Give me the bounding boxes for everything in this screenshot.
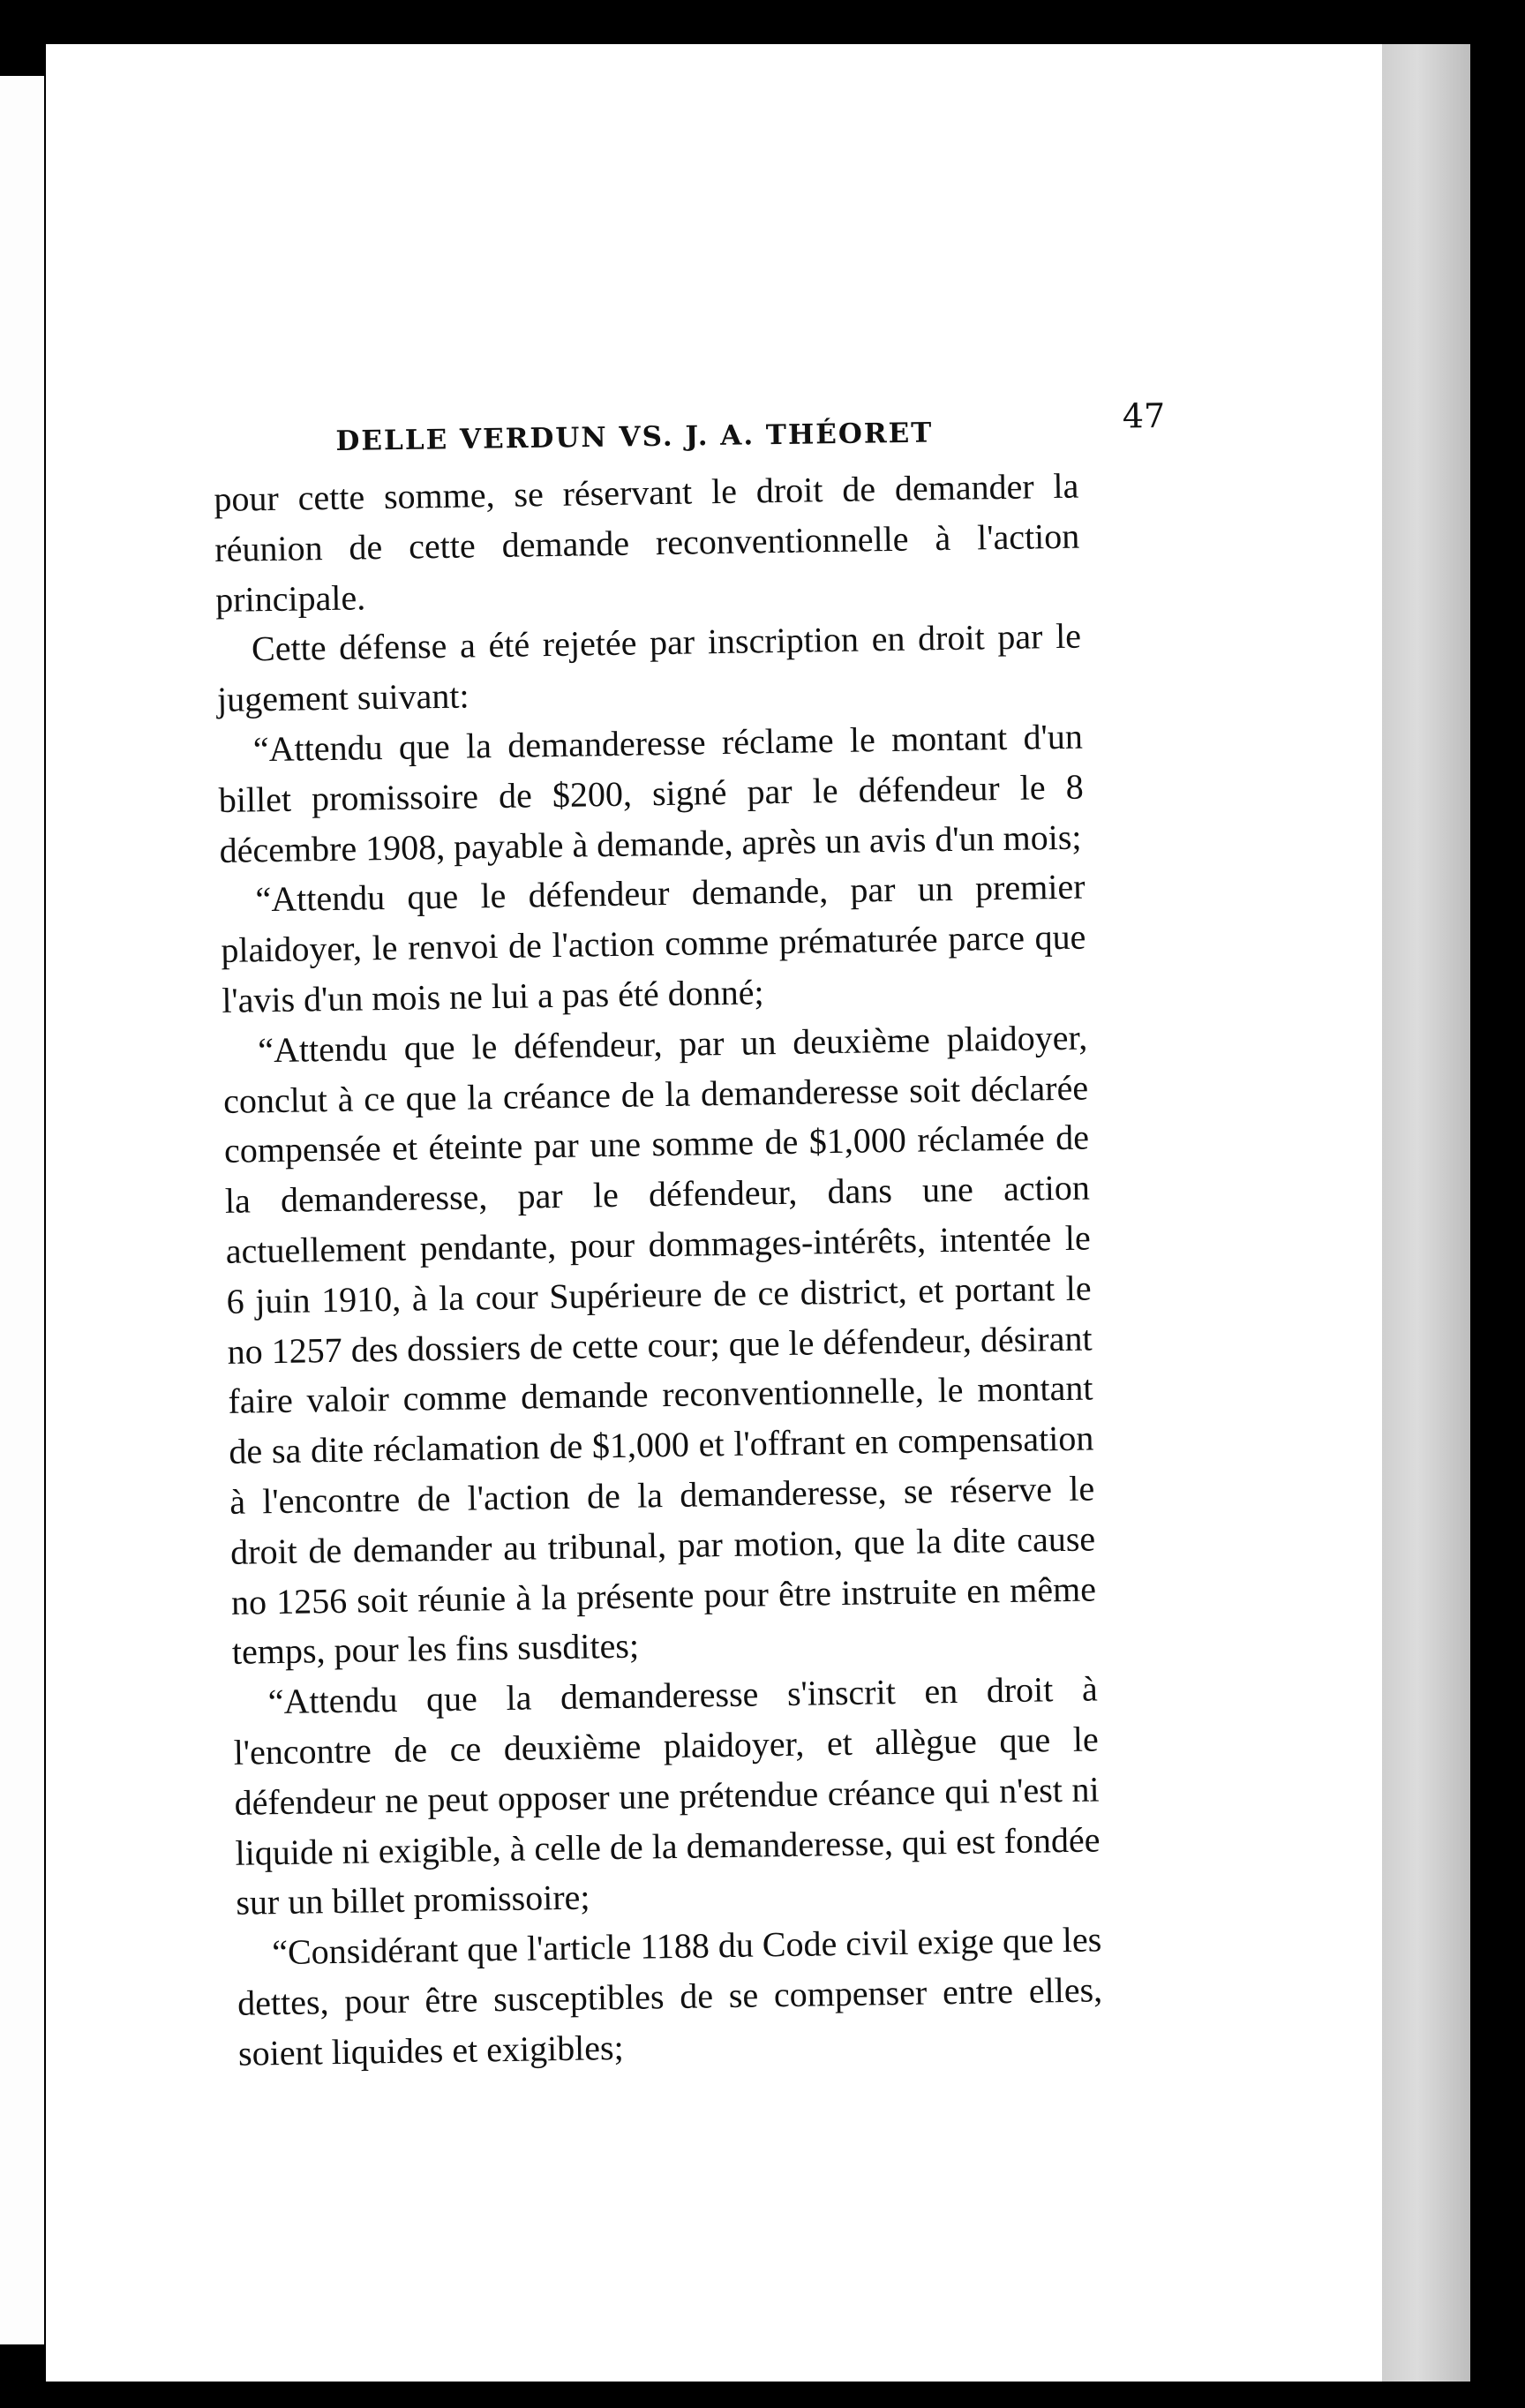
page-stack-edge [1382, 44, 1470, 2382]
text-body [214, 462, 1103, 2080]
paragraph: “Attendu que la demanderesse s'inscrit en droit à l'encontre de ce deuxième plaidoyer, et allègue que le défendeur ne peut opposer une prétendue créance qui n'est ni liquide ni exigible, à celle de la demanderesse, qui est fondée sur un billet promissoire; [233, 1668, 1101, 1923]
paragraph: “Attendu que le défendeur demande, par un premier plaidoyer, le renvoi de l'action comme prématurée parce que l'avis d'un mois ne lui a pas été donné; [221, 866, 1086, 1020]
paragraph: Cette défense a été rejetée par inscription en droit par le jugement suivant: [216, 615, 1082, 720]
paragraph: pour cette somme, se réservant le droit de demander la réunion de cette demande reconventionnelle à l'action principale. [214, 465, 1080, 620]
paragraph: “Considérant que l'article 1188 du Code civil exige que les dettes, pour être susceptibles de se compenser entre elles, soient liquides et exigibles; [237, 1919, 1103, 2073]
running-head-title: DELLE VERDUN VS. J. A. THÉORET [335, 417, 934, 457]
left-page-edge [0, 76, 44, 2344]
paragraph: “Attendu que le défendeur, par un deuxième plaidoyer, conclut à ce que la créance de la demanderesse soit déclarée compensée et éteinte par une somme de $1,000 réclamée de la demanderesse, par le défendeur, dans une action actuellement pendante, pour dommages-intérêts, intentée le 6 juin 1910, à la cour Supérieure de ce district, et portant le no 1257 des dossiers de cette cour; que le défendeur, désirant faire valoir comme demande reconventionnelle, le montant de sa dite réclamation de $1,000 et l'offrant en compensation à l'encontre de l'action de la demanderesse, se réserve le droit de demander au tribunal, par motion, que la dite cause no 1256 soit réunie à la présente pour être instruite en même temps, pour les fins susdites; [222, 1017, 1097, 1673]
page-number: 47 [1122, 395, 1166, 436]
paragraph: “Attendu que la demanderesse réclame le montant d'un billet promissoire de $200, signé par le défendeur le 8 décembre 1908, payable à demande, après un avis d'un mois; [218, 716, 1085, 870]
